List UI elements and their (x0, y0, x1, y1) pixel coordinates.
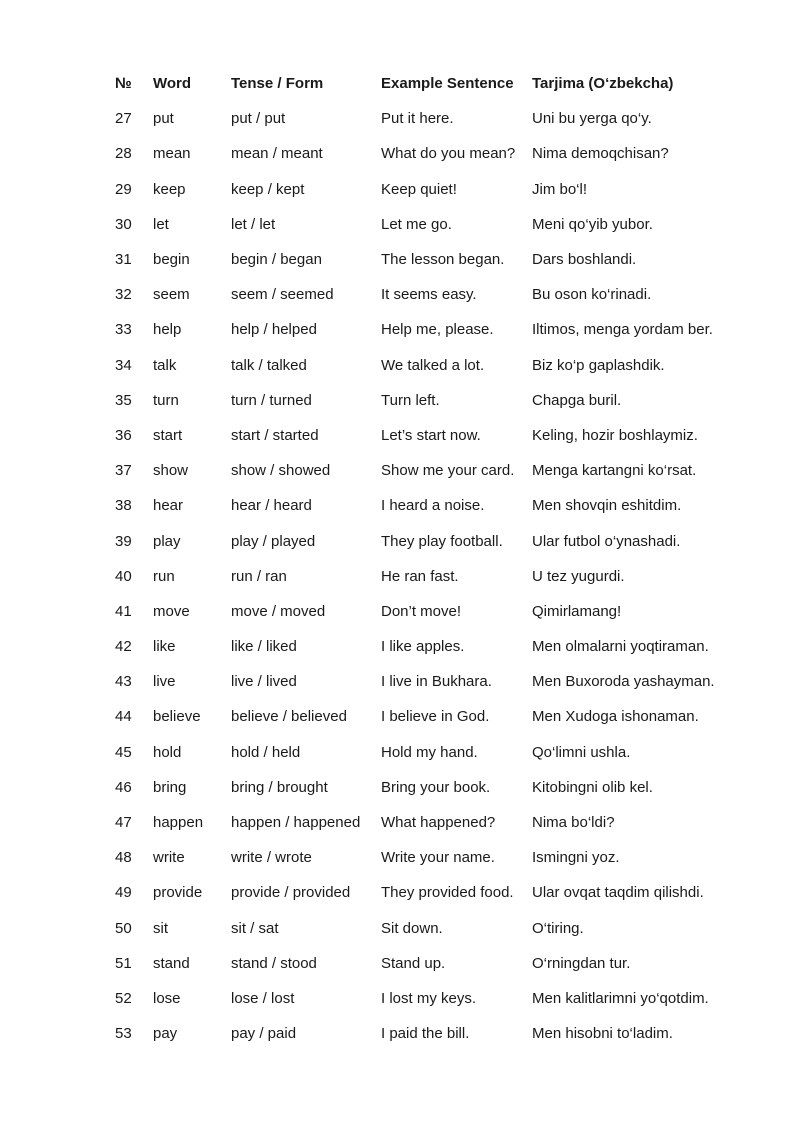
row-example-sentence: Let’s start now. (381, 426, 481, 444)
row-example-sentence: Put it here. (381, 110, 454, 128)
row-translation: Ular ovqat taqdim qilishdi. (532, 884, 704, 902)
row-tense-form: hear / heard (231, 497, 312, 515)
table-row (107, 242, 732, 277)
row-word: pay (153, 1025, 178, 1043)
row-example-sentence: Keep quiet! (381, 180, 457, 198)
row-example-sentence: He ran fast. (381, 567, 459, 585)
row-number: 28 (115, 145, 132, 163)
row-word: write (153, 849, 185, 867)
row-tense-form: write / wrote (231, 849, 312, 867)
row-number: 36 (115, 426, 132, 444)
table-row (107, 946, 732, 981)
row-example-sentence: Hold my hand. (381, 743, 478, 761)
row-number: 44 (115, 708, 132, 726)
row-number: 29 (115, 180, 132, 198)
row-translation: Keling, hozir boshlaymiz. (532, 426, 698, 444)
row-translation: Qimirlamang! (532, 602, 622, 620)
row-translation: Ismingni yoz. (532, 849, 620, 867)
row-number: 47 (115, 814, 132, 832)
row-example-sentence: I heard a noise. (381, 497, 485, 515)
row-word: let (153, 215, 169, 233)
row-example-sentence: Sit down. (381, 919, 443, 937)
row-word: start (153, 426, 183, 444)
row-translation: Men kalitlarimni yo‘qotdim. (532, 989, 709, 1007)
row-example-sentence: Bring your book. (381, 778, 491, 796)
row-translation: Uni bu yerga qo‘y. (532, 110, 652, 128)
table-row (107, 136, 732, 171)
row-word: keep (153, 180, 186, 198)
table-row (107, 911, 732, 946)
row-tense-form: hold / held (231, 743, 301, 761)
row-number: 27 (115, 110, 132, 128)
row-translation: Nima demoqchisan? (532, 145, 669, 163)
row-word: lose (153, 989, 181, 1007)
row-number: 45 (115, 743, 132, 761)
row-translation: U tez yugurdi. (532, 567, 625, 585)
row-tense-form: help / helped (231, 321, 317, 339)
row-word: mean (153, 145, 191, 163)
row-number: 48 (115, 849, 132, 867)
row-translation: Men hisobni to‘ladim. (532, 1025, 673, 1043)
row-word: hear (153, 497, 184, 515)
row-tense-form: like / liked (231, 638, 297, 656)
table-row (107, 348, 732, 383)
header-word: Word (153, 75, 192, 93)
row-tense-form: keep / kept (231, 180, 305, 198)
row-tense-form: sit / sat (231, 919, 279, 937)
table-row (107, 383, 732, 418)
row-tense-form: start / started (231, 426, 319, 444)
row-tense-form: believe / believed (231, 708, 347, 726)
row-number: 38 (115, 497, 132, 515)
row-tense-form: talk / talked (231, 356, 307, 374)
table-row (107, 312, 732, 347)
row-example-sentence: Don’t move! (381, 602, 462, 620)
header-example-sentence: Example Sentence (381, 75, 514, 93)
row-tense-form: let / let (231, 215, 276, 233)
row-example-sentence: I like apples. (381, 638, 465, 656)
table-row (107, 523, 732, 558)
row-example-sentence: I paid the bill. (381, 1025, 470, 1043)
row-translation: Men shovqin eshitdim. (532, 497, 682, 515)
row-number: 52 (115, 989, 132, 1007)
table-row (107, 453, 732, 488)
row-word: seem (153, 286, 190, 304)
row-tense-form: seem / seemed (231, 286, 334, 304)
row-example-sentence: Turn left. (381, 391, 440, 409)
row-tense-form: pay / paid (231, 1025, 297, 1043)
row-number: 51 (115, 954, 132, 972)
row-example-sentence: I live in Bukhara. (381, 673, 492, 691)
row-number: 30 (115, 215, 132, 233)
row-example-sentence: Show me your card. (381, 462, 515, 480)
table-header (107, 66, 732, 101)
row-tense-form: lose / lost (231, 989, 295, 1007)
row-example-sentence: It seems easy. (381, 286, 477, 304)
table-row (107, 699, 732, 734)
row-translation: Chapga buril. (532, 391, 622, 409)
row-translation: O‘tiring. (532, 919, 584, 937)
row-word: help (153, 321, 182, 339)
row-word: happen (153, 814, 204, 832)
row-word: talk (153, 356, 177, 374)
row-word: put (153, 110, 174, 128)
row-translation: Men Buxoroda yashayman. (532, 673, 715, 691)
row-word: provide (153, 884, 203, 902)
row-word: hold (153, 743, 182, 761)
row-translation: Kitobingni olib kel. (532, 778, 653, 796)
table-row (107, 875, 732, 910)
row-example-sentence: I lost my keys. (381, 989, 477, 1007)
row-word: begin (153, 251, 190, 269)
row-word: play (153, 532, 181, 550)
row-tense-form: provide / provided (231, 884, 351, 902)
table-row (107, 770, 732, 805)
table-row (107, 735, 732, 770)
row-example-sentence: The lesson began. (381, 251, 505, 269)
row-word: believe (153, 708, 201, 726)
row-number: 40 (115, 567, 132, 585)
table-row (107, 840, 732, 875)
row-example-sentence: They play football. (381, 532, 503, 550)
row-example-sentence: I believe in God. (381, 708, 490, 726)
row-tense-form: put / put (231, 110, 286, 128)
table-row (107, 277, 732, 312)
header-translation: Tarjima (O‘zbekcha) (532, 75, 674, 93)
table-row (107, 805, 732, 840)
table-row (107, 418, 732, 453)
row-tense-form: play / played (231, 532, 316, 550)
table-row (107, 1016, 732, 1051)
row-tense-form: live / lived (231, 673, 297, 691)
row-translation: Iltimos, menga yordam ber. (532, 321, 713, 339)
row-number: 43 (115, 673, 132, 691)
row-word: sit (153, 919, 168, 937)
row-number: 39 (115, 532, 132, 550)
row-number: 53 (115, 1025, 132, 1043)
row-translation: Jim bo‘l! (532, 180, 588, 198)
row-number: 35 (115, 391, 132, 409)
header-number: № (115, 75, 132, 93)
row-example-sentence: Let me go. (381, 215, 452, 233)
row-example-sentence: What happened? (381, 814, 496, 832)
row-number: 34 (115, 356, 132, 374)
row-example-sentence: They provided food. (381, 884, 514, 902)
row-translation: O‘rningdan tur. (532, 954, 631, 972)
row-translation: Ular futbol o‘ynashadi. (532, 532, 681, 550)
row-tense-form: bring / brought (231, 778, 328, 796)
vocabulary-table (107, 66, 732, 1051)
row-translation: Nima bo‘ldi? (532, 814, 615, 832)
row-tense-form: turn / turned (231, 391, 312, 409)
row-tense-form: mean / meant (231, 145, 323, 163)
row-number: 32 (115, 286, 132, 304)
table-row (107, 594, 732, 629)
row-tense-form: begin / began (231, 251, 322, 269)
table-row (107, 172, 732, 207)
row-word: turn (153, 391, 179, 409)
row-translation: Qo‘limni ushla. (532, 743, 631, 761)
table-row (107, 664, 732, 699)
row-tense-form: show / showed (231, 462, 331, 480)
header-row (107, 66, 732, 101)
table-row (107, 207, 732, 242)
row-translation: Men olmalarni yoqtiraman. (532, 638, 709, 656)
row-tense-form: run / ran (231, 567, 287, 585)
row-translation: Dars boshlandi. (532, 251, 637, 269)
row-number: 37 (115, 462, 132, 480)
row-translation: Menga kartangni ko‘rsat. (532, 462, 697, 480)
row-translation: Biz ko‘p gaplashdik. (532, 356, 665, 374)
row-example-sentence: Stand up. (381, 954, 446, 972)
table-row (107, 981, 732, 1016)
row-example-sentence: Write your name. (381, 849, 495, 867)
row-number: 41 (115, 602, 132, 620)
table-row (107, 101, 732, 136)
table-row (107, 559, 732, 594)
row-tense-form: stand / stood (231, 954, 317, 972)
row-number: 42 (115, 638, 132, 656)
row-word: live (153, 673, 176, 691)
row-example-sentence: What do you mean? (381, 145, 516, 163)
row-example-sentence: Help me, please. (381, 321, 494, 339)
row-word: like (153, 638, 176, 656)
row-number: 46 (115, 778, 132, 796)
row-number: 50 (115, 919, 132, 937)
row-number: 49 (115, 884, 132, 902)
row-word: bring (153, 778, 187, 796)
row-translation: Bu oson ko‘rinadi. (532, 286, 652, 304)
row-translation: Meni qo‘yib yubor. (532, 215, 653, 233)
table-row (107, 488, 732, 523)
row-word: show (153, 462, 189, 480)
row-tense-form: happen / happened (231, 814, 361, 832)
row-number: 33 (115, 321, 132, 339)
row-tense-form: move / moved (231, 602, 326, 620)
row-word: run (153, 567, 175, 585)
row-number: 31 (115, 251, 132, 269)
row-example-sentence: We talked a lot. (381, 356, 485, 374)
table-row (107, 629, 732, 664)
table-body (107, 101, 732, 1051)
row-word: stand (153, 954, 190, 972)
row-word: move (153, 602, 190, 620)
header-tense-form: Tense / Form (231, 75, 324, 93)
row-translation: Men Xudoga ishonaman. (532, 708, 699, 726)
